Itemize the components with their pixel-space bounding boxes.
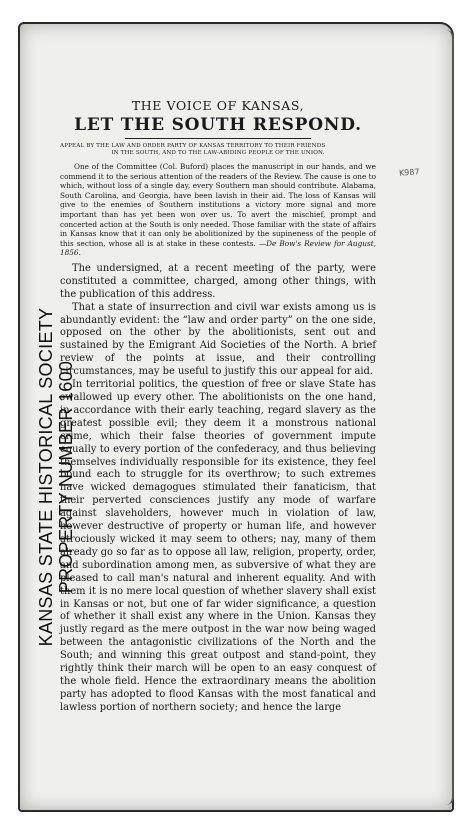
- paragraph-1: The undersigned, at a recent meeting of the party, were constituted a committee, charged, among other things, with the publication of this address.: [60, 262, 376, 300]
- paragraph-3: In territorial politics, the question of free or slave State has swallowed up every other. The abolitionists on the one hand, in accordance with their early teaching, regard slavery as the greatest possible evil; they deem it a monstrous national crime, which their false theories of government impute equally to every portion of the confederacy, and thus believing themselves individually responsible for its existence, they feel bound each to struggle for its overthrow; to such extremes have wicked demagogues stimulated their fanaticism, that their perverted consciences justify any mode of warfare against slaveholders, however much in violation of law, however destructive of property or human life, and however atrociously wicked it may seem to others; nay, many of them already go so far as to oppose all law, religion, property, order, and subordination among men, as subversive of what they are pleased to call man's natural and inherent equality. And with them it is no mere local question of whether slavery shall exist in Kansas or not, but one of far wider significance, a question of whether it shall exist any where in the Union. Kansas they justly regard as the mere outpost in the war now being waged between the antagonistic civilizations of the North and the South; and winning this great outpost and stand-point, they rightly think their march will be open to an easy conquest of the whole field. Hence the extraordinary means the abolition party has adopted to flood Kansas with the most fanatical and lawless portion of northern society; and hence the large: [60, 379, 376, 713]
- appeal-line-1: APPEAL BY THE LAW AND ORDER PARTY OF KANSAS TERRITORY TO THEIR FRIENDS: [60, 143, 326, 149]
- page-subtitle: LET THE SOUTH RESPOND.: [74, 115, 362, 135]
- title-rule: [125, 138, 311, 139]
- intro-text: One of the Committee (Col. Buford) places the manuscript in our hands, and we commend it to the serious attention of the readers of the Review. The cause is one to which, without loss of a single day, every Southern man should contribute. Alabama, South Carolina, and Georgia, have been lavish in their aid. The loss of Kansas will give to the enemies of Southern institutions a victory more signal and more important than has yet been won over us. To avert the mischief, prompt and concerted action at the South is only needed. Those familiar with the state of affairs in Kansas know that it can only be abolitionized by the supineness of the people of this section, whose all is at stake in these contests.: [60, 162, 376, 248]
- handwritten-catalog-note: K987: [398, 167, 420, 178]
- stamp-line-1: KANSAS STATE HISTORICAL SOCIETY: [36, 307, 56, 647]
- intro-signature: —De Bow's Review for August, 1856.: [60, 238, 376, 258]
- paragraph-2: That a state of insurrection and civil war exists among us is abundantly evident: the “law and order party” on the one side, opposed on the other by the abolitionists, sent out and sustained by the Emigrant Aid Societies of the North. A brief review of the points at issue, and their controlling circumstances, may be useful to justify this our appeal for aid.: [60, 301, 376, 378]
- stamp-line-2: PROPERTY NUMBER 1600: [56, 360, 76, 594]
- address-body: [60, 263, 376, 715]
- editor-introduction: [60, 162, 376, 258]
- article: [60, 98, 376, 715]
- appeal-line-2: IN THE SOUTH, AND TO THE LAW-ABIDING PEOPLE OF THE UNION.: [111, 150, 325, 156]
- appeal-heading: [60, 143, 376, 157]
- page-title: THE VOICE OF KANSAS,: [131, 98, 305, 113]
